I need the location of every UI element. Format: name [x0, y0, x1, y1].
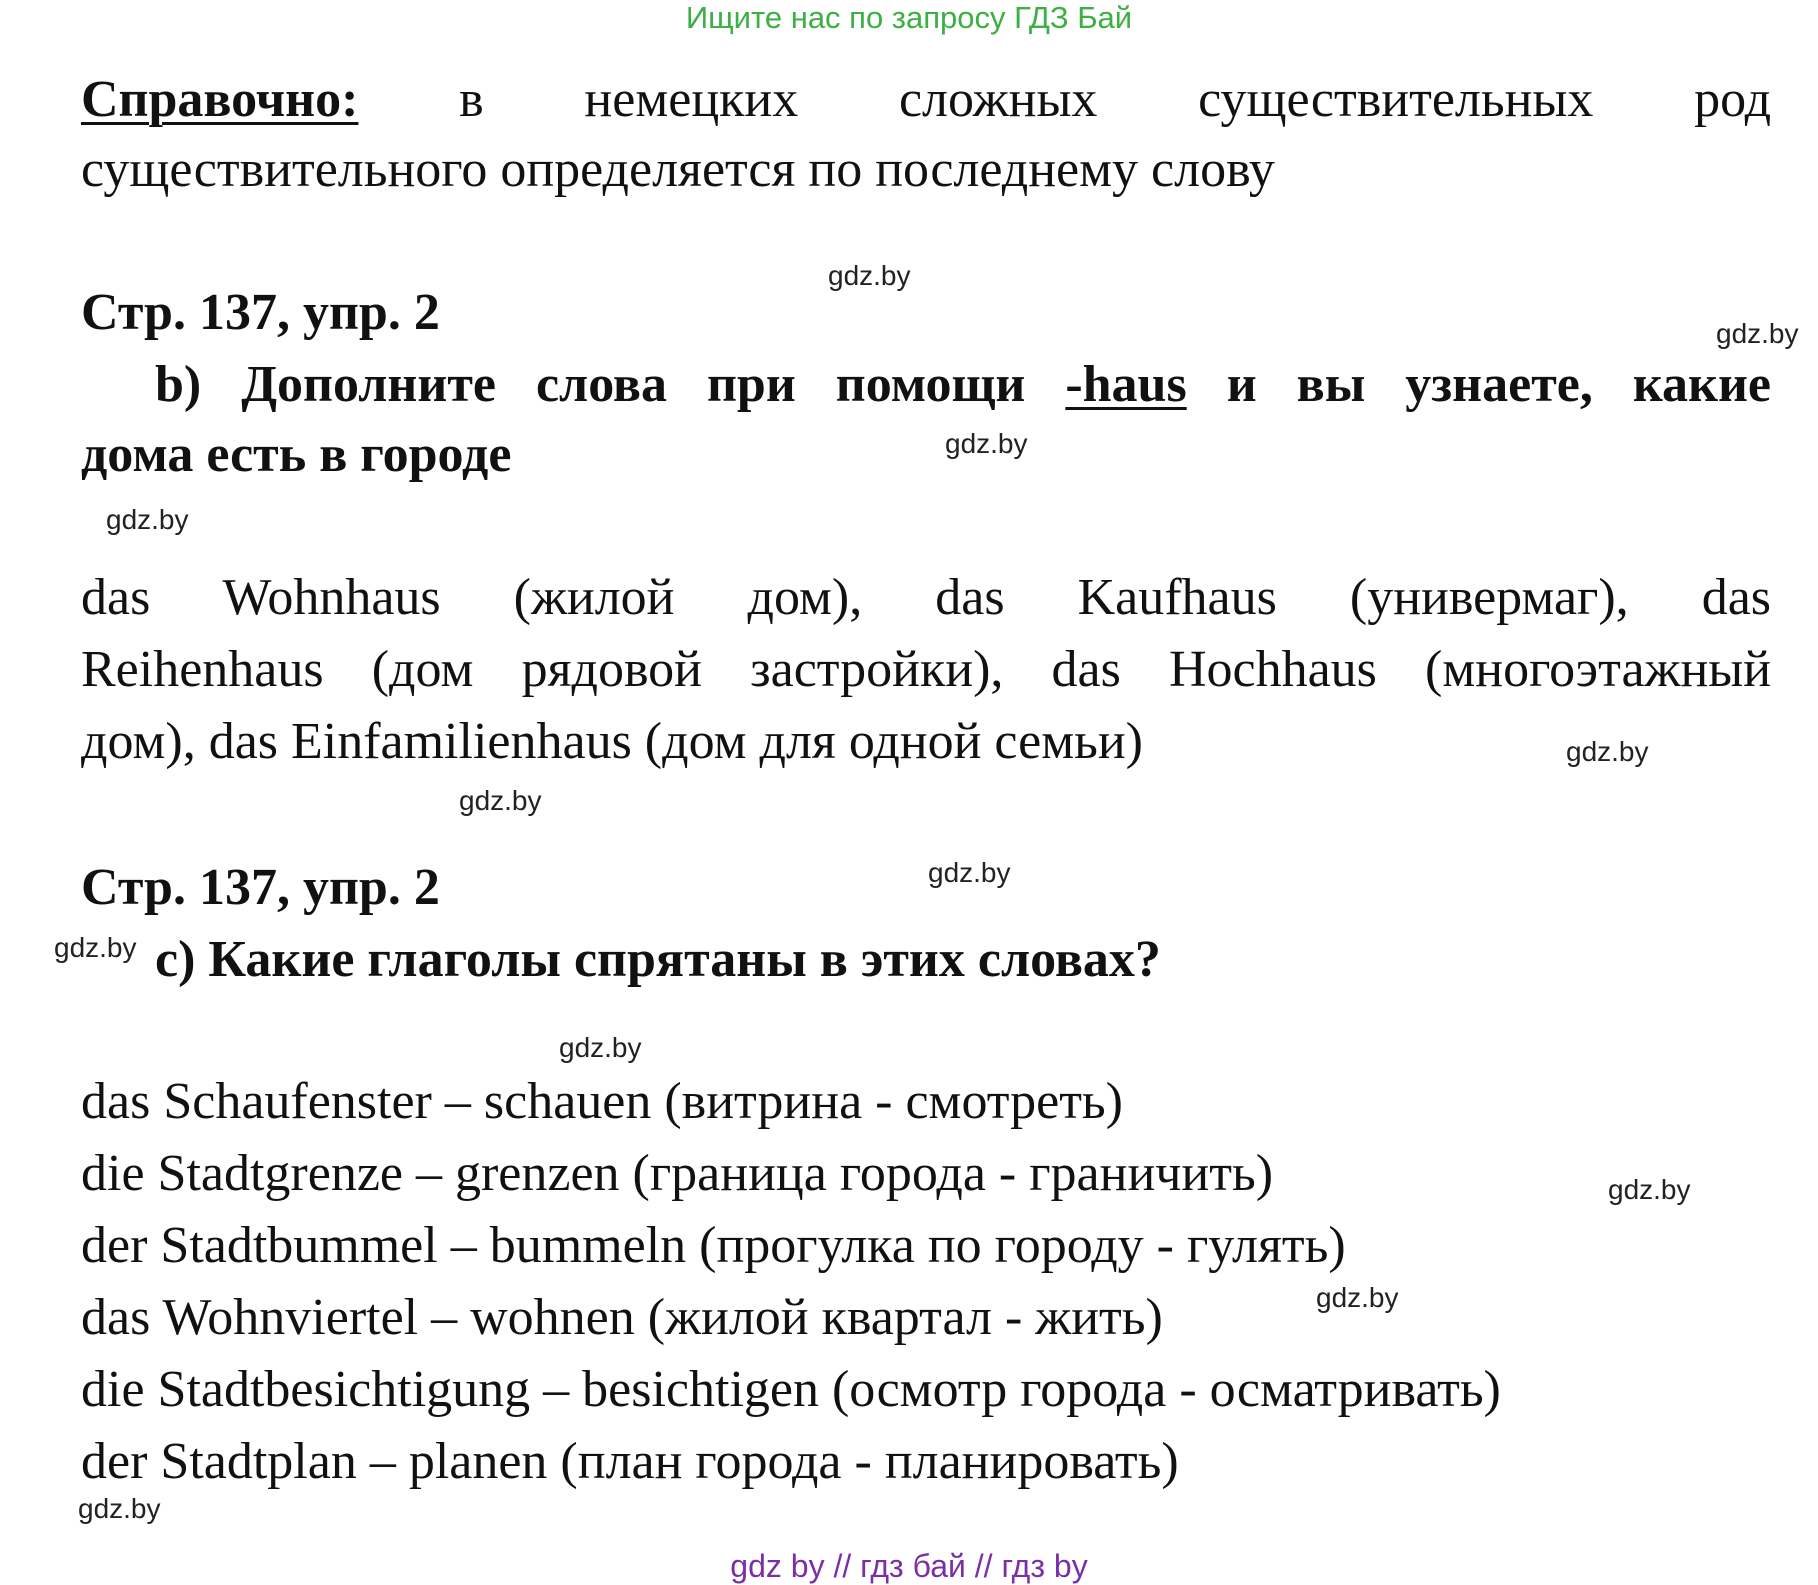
verb-line: das Schaufenster – schauen (витрина - смотреть): [81, 1073, 1123, 1130]
watermark: gdz.by: [945, 428, 1028, 459]
watermark: gdz.by: [928, 857, 1011, 888]
section1-answer-line-2: Reihenhaus (дом рядовой застройки), das Hochhaus (многоэтажный: [81, 641, 1772, 698]
verb-line: der Stadtbummel – bummeln (прогулка по городу - гулять): [81, 1217, 1346, 1274]
note-line-2: существительного определяется по последнему слову: [81, 141, 1275, 198]
note-label: Справочно:: [81, 71, 359, 128]
section1-task-line-1: b) Дополните слова при помощи -haus и вы узнаете, какие: [155, 356, 1771, 413]
watermark: gdz.by: [1608, 1174, 1691, 1205]
verb-line: die Stadtbesichtigung – besichtigen (осмотр города - осматривать): [81, 1361, 1501, 1418]
watermark: gdz.by: [559, 1032, 642, 1063]
watermark: gdz.by: [828, 260, 911, 291]
section2-heading: Стр. 137, упр. 2: [81, 859, 440, 916]
watermark: gdz.by: [1566, 736, 1649, 767]
task-highlight-haus: -haus: [1065, 356, 1187, 413]
note-line-1: Справочно: в немецких сложных существительных род: [81, 71, 1772, 128]
verb-line: die Stadtgrenze – grenzen (граница города - граничить): [81, 1145, 1274, 1202]
watermark: gdz.by: [1316, 1282, 1399, 1313]
watermark: gdz.by: [54, 932, 137, 963]
section1-answer-line-3: дом), das Einfamilienhaus (дом для одной семьи): [81, 713, 1143, 770]
watermark: gdz.by: [1716, 318, 1799, 349]
watermark: gdz.by: [106, 504, 189, 535]
watermark: gdz.by: [78, 1493, 161, 1524]
section1-task-line-2: дома есть в городе: [81, 426, 512, 483]
top-banner: Ищите нас по запросу ГДЗ Бай: [685, 0, 1133, 35]
footer-links: gdz by // гдз бай // гдз by: [730, 1548, 1088, 1584]
section1-answer-line-1: das Wohnhaus (жилой дом), das Kaufhaus (универмаг), das: [81, 569, 1772, 626]
watermark: gdz.by: [459, 785, 542, 816]
verb-line: das Wohnviertel – wohnen (жилой квартал - жить): [81, 1289, 1163, 1346]
section2-task: с) Какие глаголы спрятаны в этих словах?: [155, 931, 1161, 988]
verb-line: der Stadtplan – planen (план города - планировать): [81, 1433, 1179, 1490]
section1-heading: Стр. 137, упр. 2: [81, 284, 440, 341]
